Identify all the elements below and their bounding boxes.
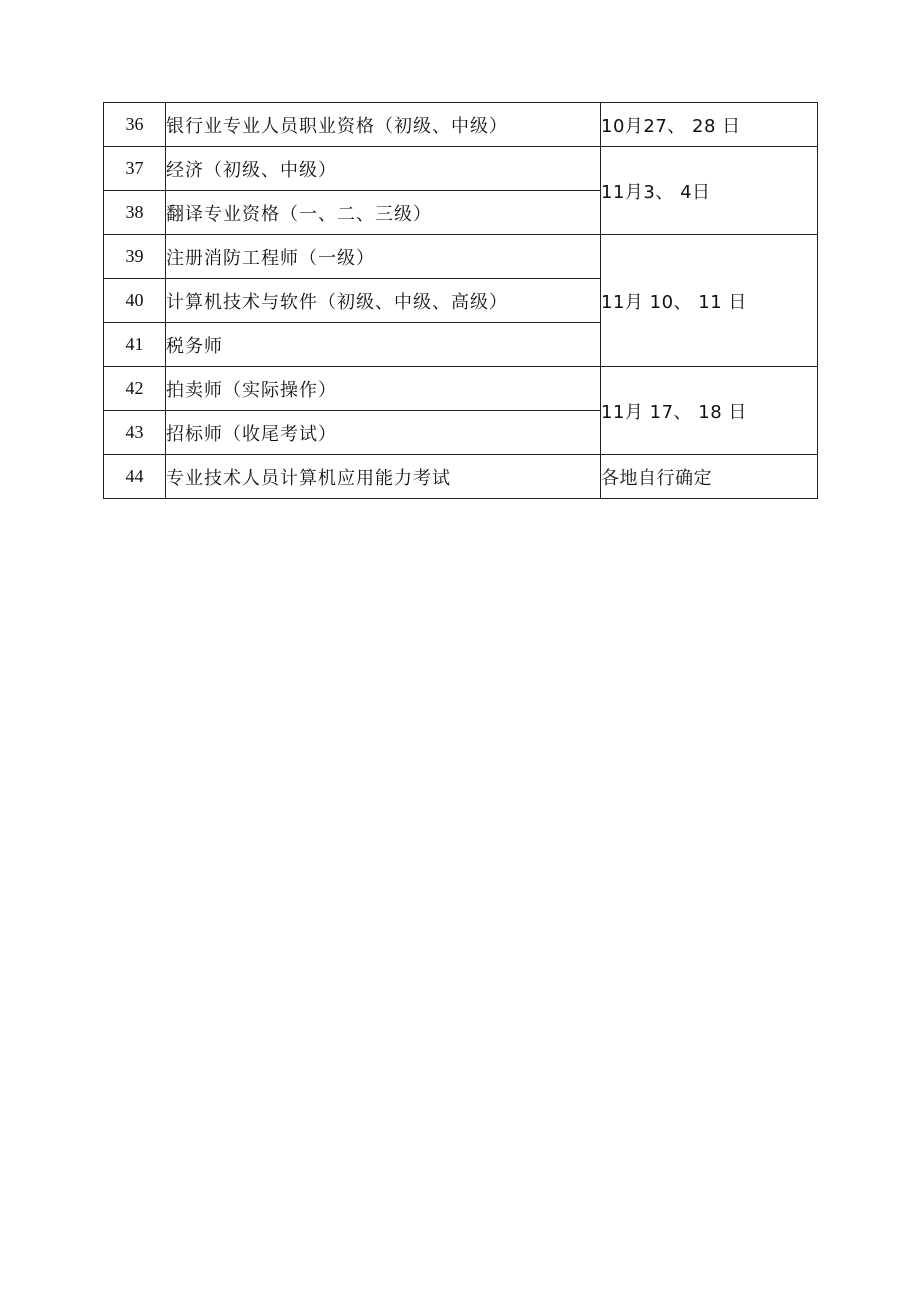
exam-name-cell: 经济（初级、中级） [166, 147, 601, 191]
row-number-cell: 43 [104, 411, 166, 455]
table-row [104, 103, 818, 147]
exam-schedule-table [103, 102, 818, 499]
row-number-cell: 39 [104, 235, 166, 279]
table-row [104, 367, 818, 411]
exam-name-cell: 翻译专业资格（一、二、三级） [166, 191, 601, 235]
exam-name-cell: 招标师（收尾考试） [166, 411, 601, 455]
exam-name-cell: 税务师 [166, 323, 601, 367]
exam-name-cell: 专业技术人员计算机应用能力考试 [166, 455, 601, 499]
row-number-cell: 36 [104, 103, 166, 147]
exam-date-cell: 11月3、 4日 [601, 147, 818, 235]
exam-name-cell: 注册消防工程师（一级） [166, 235, 601, 279]
exam-date-cell: 10月27、 28 日 [601, 103, 818, 147]
row-number-cell: 41 [104, 323, 166, 367]
row-number-cell: 38 [104, 191, 166, 235]
row-number-cell: 37 [104, 147, 166, 191]
exam-name-cell: 计算机技术与软件（初级、中级、高级） [166, 279, 601, 323]
table-row [104, 147, 818, 191]
exam-date-cell: 各地自行确定 [601, 455, 818, 499]
exam-name-cell: 银行业专业人员职业资格（初级、中级） [166, 103, 601, 147]
row-number-cell: 40 [104, 279, 166, 323]
row-number-cell: 44 [104, 455, 166, 499]
row-number-cell: 42 [104, 367, 166, 411]
exam-name-cell: 拍卖师（实际操作） [166, 367, 601, 411]
table-row [104, 455, 818, 499]
exam-date-cell: 11月 17、 18 日 [601, 367, 818, 455]
table-row [104, 235, 818, 279]
exam-date-cell: 11月 10、 11 日 [601, 235, 818, 367]
